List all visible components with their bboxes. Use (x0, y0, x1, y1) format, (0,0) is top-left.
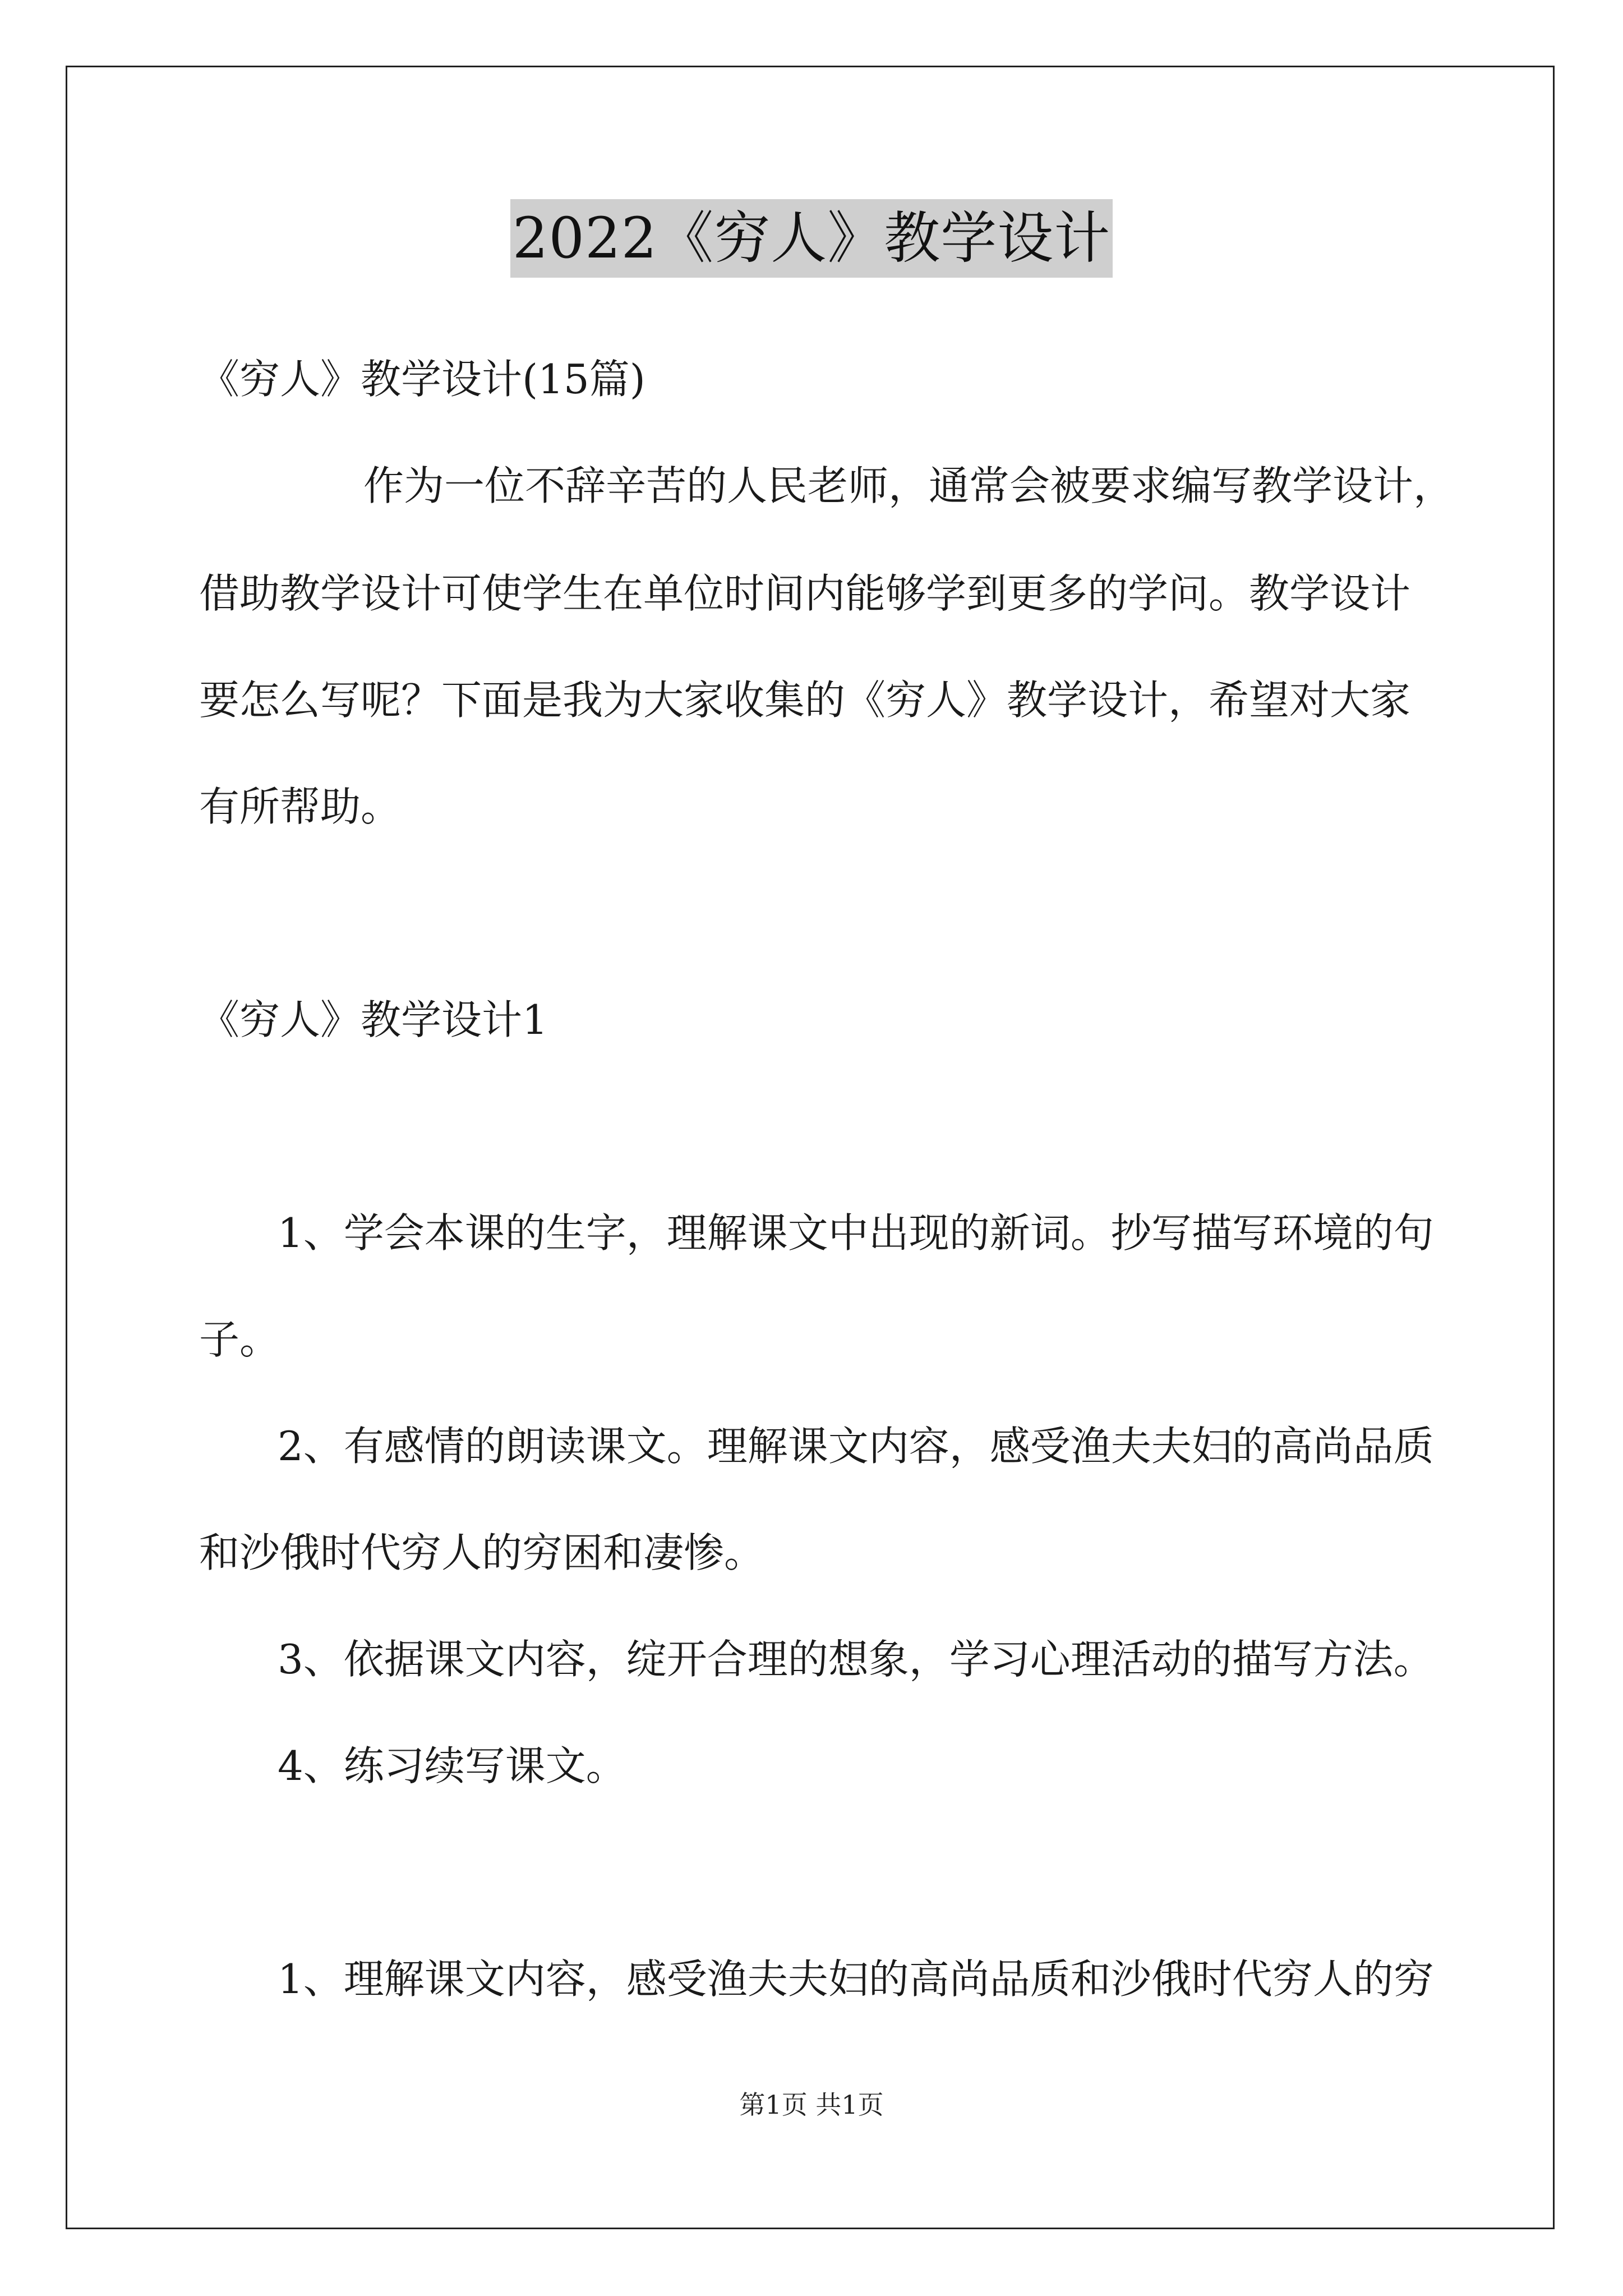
goal-line: 和沙俄时代穷人的穷困和凄惨。 (199, 1529, 765, 1576)
goal-line: 子。 (199, 1316, 280, 1363)
goal-line: 1、学会本课的生字，理解课文中出现的新词。抄写描写环境的句 (278, 1209, 1434, 1257)
goal-line: 3、依据课文内容，绽开合理的想象，学习心理活动的描写方法。 (278, 1636, 1434, 1683)
page-footer: 第1页 共1页 (739, 2090, 884, 2120)
goal-line: 4、练习续写课文。 (278, 1742, 626, 1789)
title-container (0, 199, 1623, 278)
document-subtitle: 《穷人》教学设计(15篇) (199, 356, 645, 403)
intro-line: 借助教学设计可使学生在单位时间内能够学到更多的学问。教学设计 (199, 570, 1411, 617)
goal-line: 2、有感情的朗读课文。理解课文内容，感受渔夫夫妇的高尚品质 (278, 1423, 1434, 1470)
intro-line: 要怎么写呢？下面是我为大家收集的《穷人》教学设计，希望对大家 (199, 677, 1411, 724)
intro-line: 作为一位不辞辛苦的人民老师，通常会被要求编写教学设计， (363, 462, 1454, 509)
section-heading: 《穷人》教学设计1 (199, 996, 548, 1043)
keypoint-line: 1、理解课文内容，感受渔夫夫妇的高尚品质和沙俄时代穷人的穷 (278, 1955, 1434, 2003)
document-title: 2022《穷人》教学设计 (510, 199, 1113, 278)
intro-line: 有所帮助。 (199, 783, 402, 830)
